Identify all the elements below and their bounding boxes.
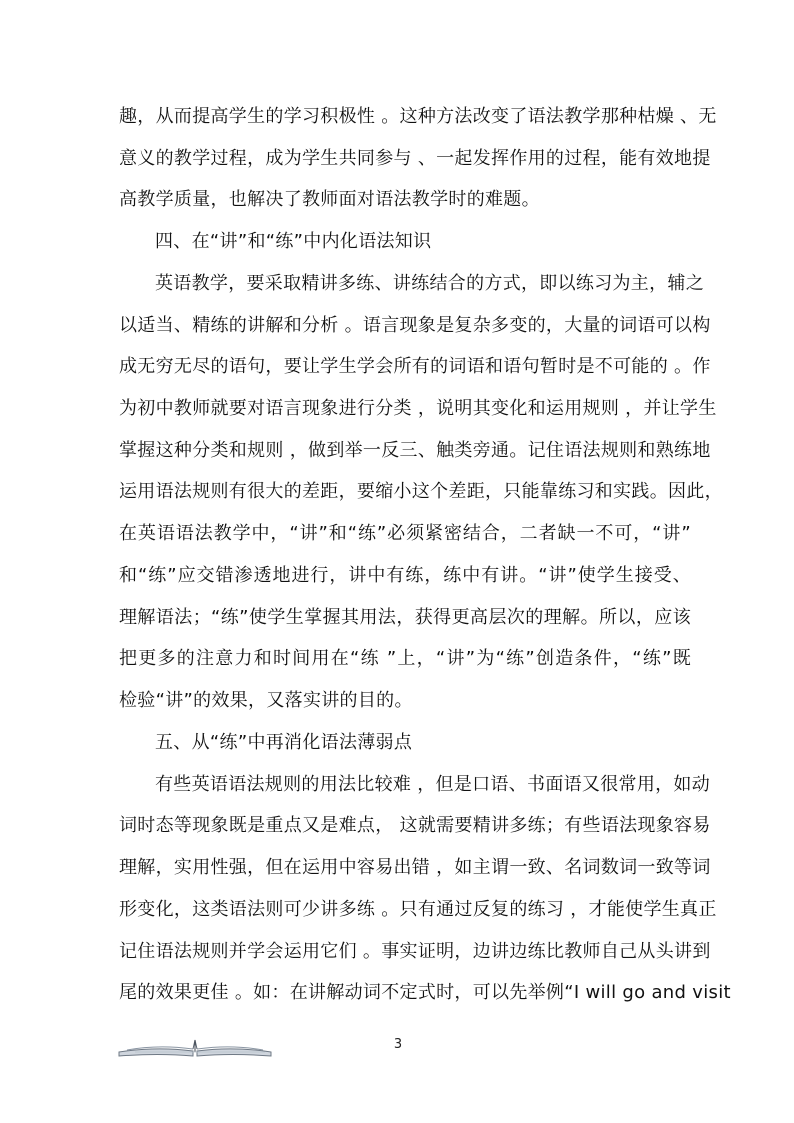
paragraph-line: 记住语法规则并学会运用它们 。事实证明，边讲边练比教师自己从头讲到 (119, 941, 711, 962)
section-heading: 四、在“讲”和“练”中内化语法知识 (155, 231, 432, 252)
paragraph-line: 高教学质量，也解决了教师面对语法教学时的难题。 (119, 189, 540, 210)
paragraph-line: 在英语语法教学中，“讲”和“练”必须紧密结合，二者缺一不可，“讲” (119, 523, 691, 544)
paragraph-line: 理解，实用性强，但在运用中容易出错 ，如主谓一致、名词数词一致等词 (119, 857, 711, 878)
paragraph-line: 以适当、精练的讲解和分析 。语言现象是复杂多变的，大量的词语可以构 (119, 315, 711, 336)
section-heading: 五、从“练”中再消化语法薄弱点 (155, 732, 413, 753)
paragraph-line: 成无穷无尽的语句，要让学生学会所有的词语和语句暂时是不可能的 。作 (119, 356, 711, 377)
paragraph-line: 趣，从而提高学生的学习积极性 。这种方法改变了语法教学那种枯燥 、无 (119, 106, 717, 127)
paragraph-line: 为初中教师就要对语言现象进行分类 ，说明其变化和运用规则 ，并让学生 (119, 398, 717, 419)
paragraph-line: 检验“讲”的效果，又落实讲的目的。 (119, 690, 413, 711)
open-book-icon (115, 1032, 275, 1058)
paragraph-line: 掌握这种分类和规则 ，做到举一反三、触类旁通。记住语法规则和熟练地 (119, 440, 711, 461)
paragraph-line: 形变化，这类语法则可少讲多练 。只有通过反复的练习 ，才能使学生真正 (119, 899, 717, 920)
paragraph-line: 词时态等现象既是重点又是难点， 这就需要精讲多练；有些语法现象容易 (119, 815, 711, 836)
paragraph-line: 运用语法规则有很大的差距，要缩小这个差距，只能靠练习和实践。因此， (119, 481, 723, 502)
page-number: 3 (393, 1037, 403, 1052)
paragraph-line: 和“练”应交错渗透地进行，讲中有练，练中有讲。“讲”使学生接受、 (119, 565, 691, 586)
paragraph-line: 理解语法；“练”使学生掌握其用法，获得更高层次的理解。所以，应该 (119, 607, 691, 628)
paragraph-line: 有些英语语法规则的用法比较难 ，但是口语、书面语又很常用，如动 (155, 774, 711, 795)
paragraph-line: 意义的教学过程，成为学生共同参与 、一起发挥作用的过程，能有效地提 (119, 148, 711, 169)
paragraph-line: 尾的效果更佳 。如：在讲解动词不定式时，可以先举例“I will go and visit (119, 982, 731, 1003)
paragraph-line: 把更多的注意力和时间用在“练 ”上，“讲”为“练”创造条件，“练”既 (119, 648, 691, 669)
paragraph-line: 英语教学，要采取精讲多练、讲练结合的方式，即以练习为主，辅之 (155, 273, 704, 294)
